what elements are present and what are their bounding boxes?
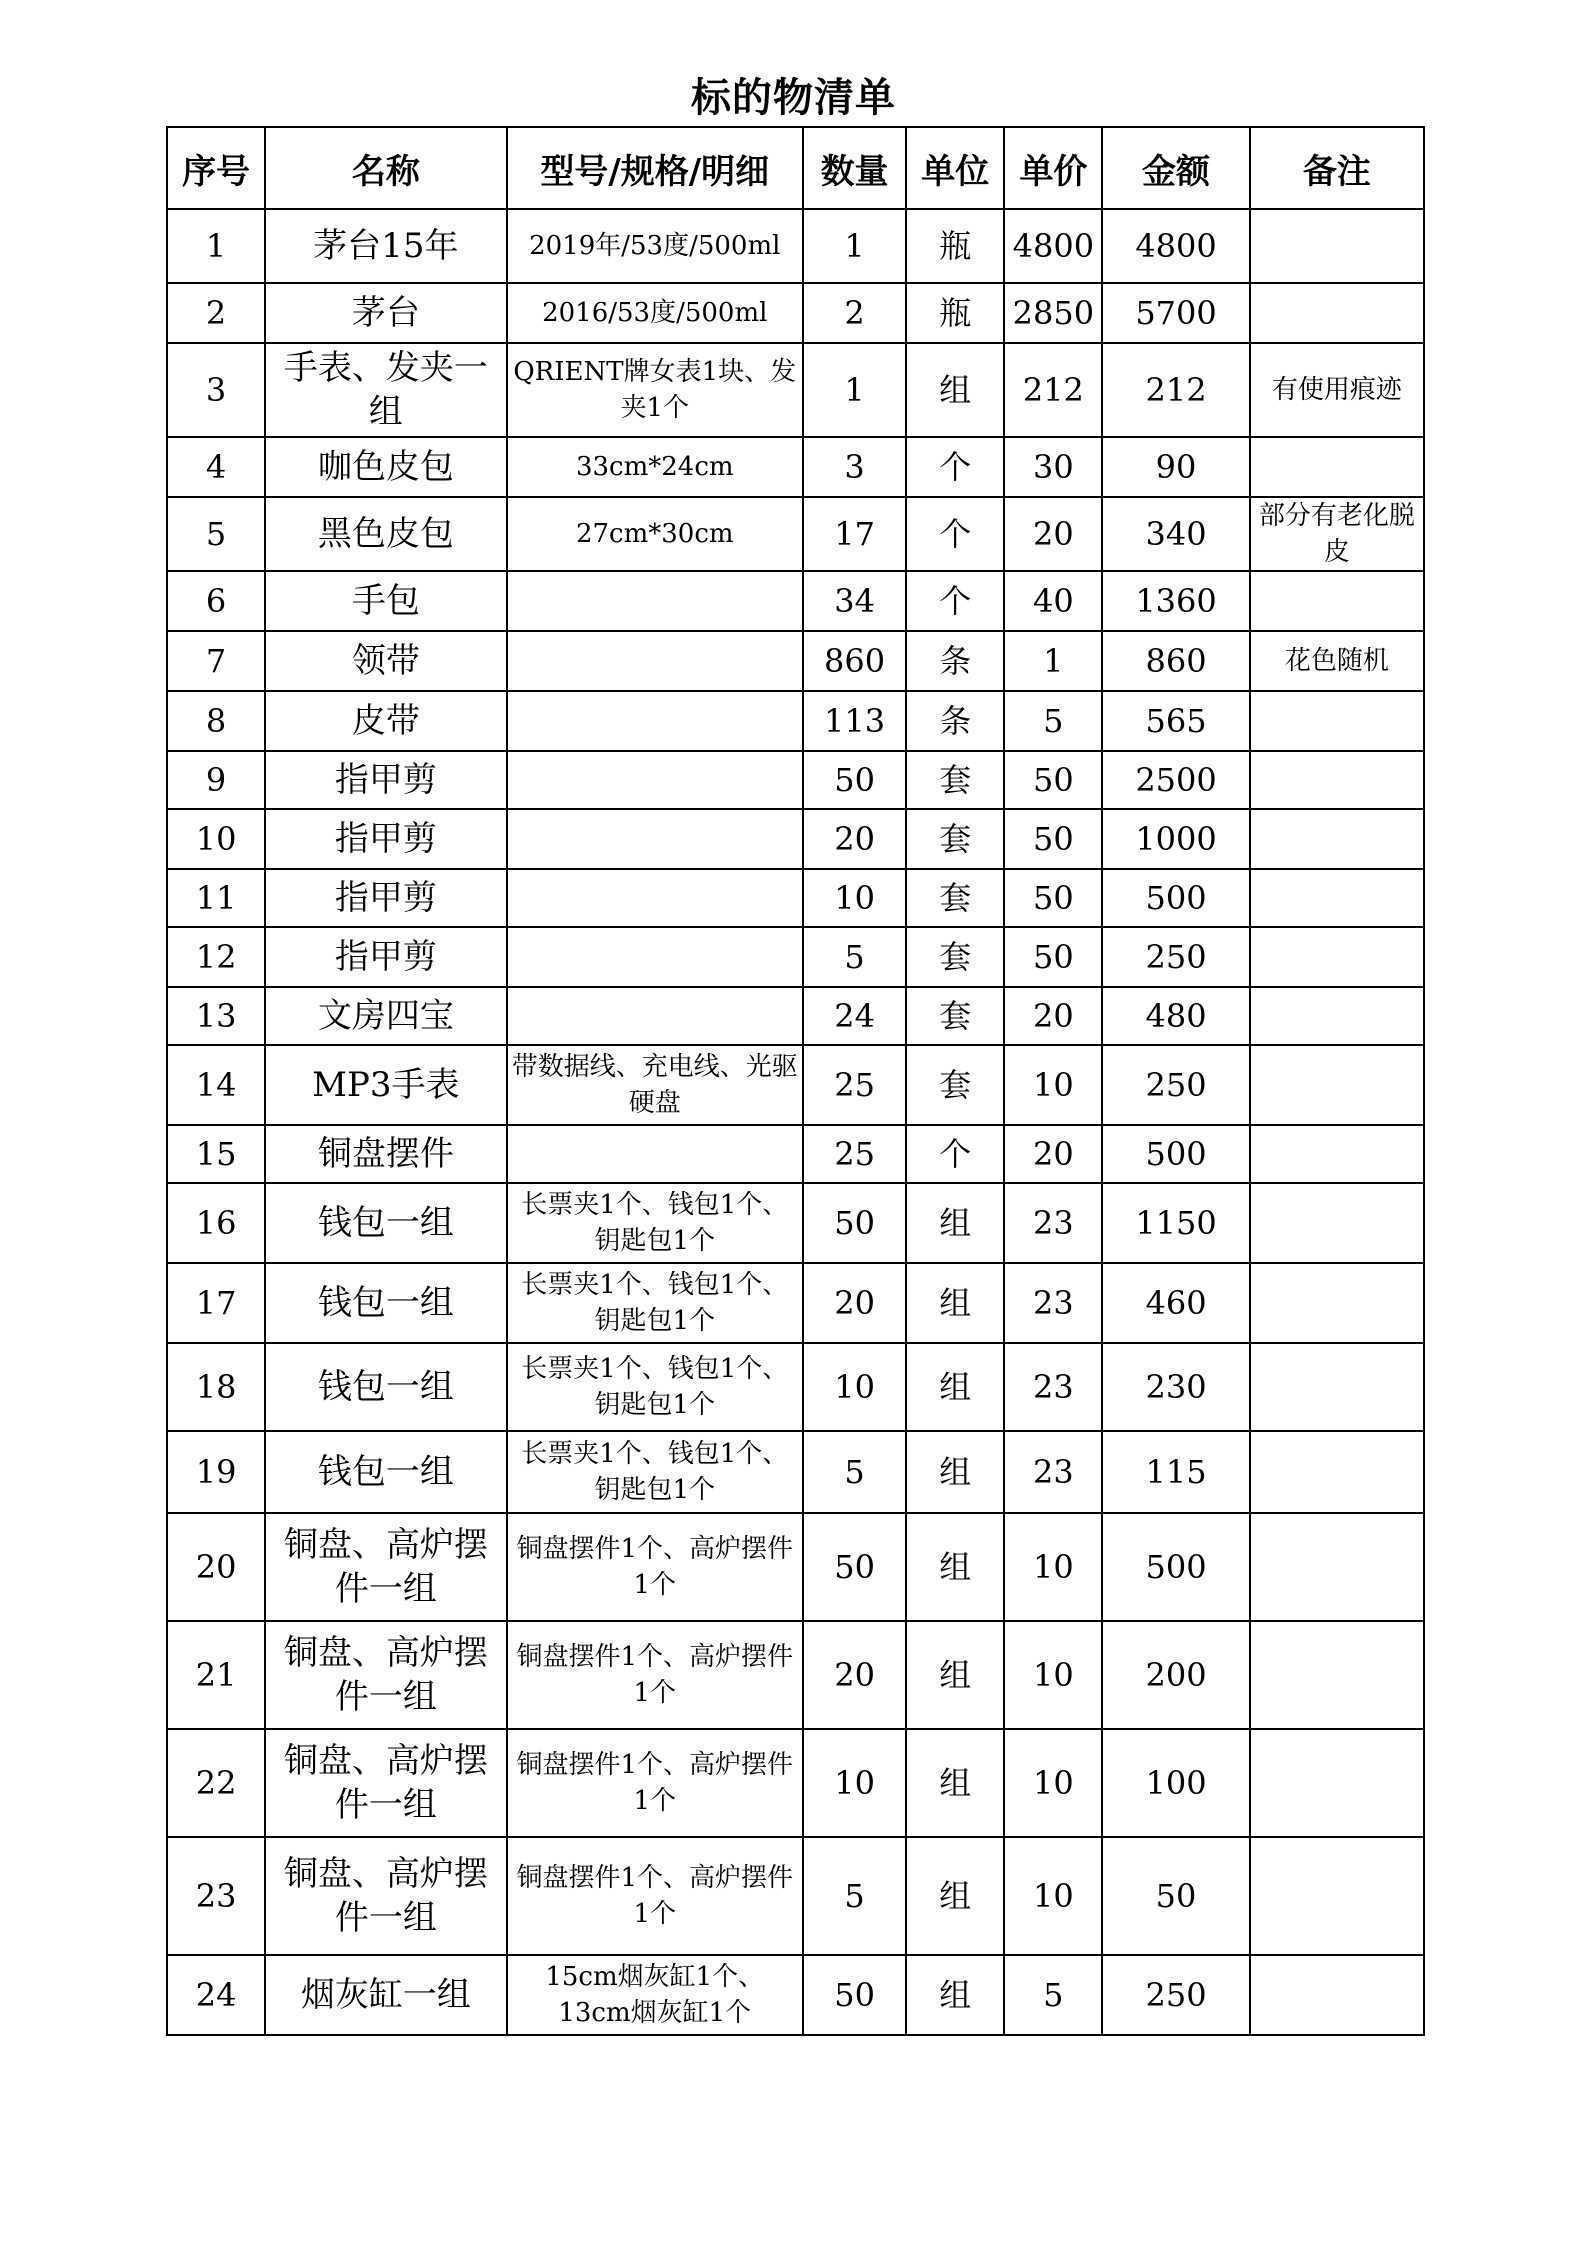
cell-note	[1250, 1263, 1424, 1343]
cell-amount: 565	[1102, 691, 1249, 751]
cell-price: 20	[1004, 1125, 1102, 1183]
cell-name: 铜盘、高炉摆件一组	[265, 1729, 506, 1837]
table-row	[167, 497, 1424, 571]
cell-note	[1250, 1183, 1424, 1263]
cell-spec: 15cm烟灰缸1个、13cm烟灰缸1个	[507, 1955, 803, 2035]
cell-unit: 组	[906, 343, 1004, 437]
cell-amount: 1000	[1102, 809, 1249, 869]
header-note: 备注	[1250, 127, 1424, 209]
cell-name: 烟灰缸一组	[265, 1955, 506, 2035]
cell-unit: 组	[906, 1513, 1004, 1621]
cell-unit: 条	[906, 631, 1004, 691]
cell-no: 10	[167, 809, 265, 869]
cell-price: 40	[1004, 571, 1102, 631]
cell-note	[1250, 691, 1424, 751]
cell-price: 5	[1004, 691, 1102, 751]
cell-price: 10	[1004, 1729, 1102, 1837]
header-name: 名称	[265, 127, 506, 209]
cell-unit: 套	[906, 987, 1004, 1045]
cell-qty: 10	[803, 1343, 906, 1431]
cell-name: 手包	[265, 571, 506, 631]
cell-no: 18	[167, 1343, 265, 1431]
cell-amount: 250	[1102, 927, 1249, 987]
cell-amount: 200	[1102, 1621, 1249, 1729]
cell-spec	[507, 631, 803, 691]
table-row	[167, 1183, 1424, 1263]
cell-spec: 2016/53度/500ml	[507, 283, 803, 343]
table-row	[167, 437, 1424, 497]
cell-spec	[507, 751, 803, 809]
cell-name: 指甲剪	[265, 869, 506, 927]
cell-qty: 17	[803, 497, 906, 571]
cell-spec	[507, 869, 803, 927]
cell-note	[1250, 1955, 1424, 2035]
cell-name: 指甲剪	[265, 809, 506, 869]
cell-spec	[507, 987, 803, 1045]
table-row	[167, 1621, 1424, 1729]
cell-note	[1250, 437, 1424, 497]
table-row	[167, 283, 1424, 343]
cell-note	[1250, 809, 1424, 869]
table-row	[167, 1513, 1424, 1621]
cell-unit: 个	[906, 1125, 1004, 1183]
cell-amount: 4800	[1102, 209, 1249, 283]
cell-amount: 115	[1102, 1431, 1249, 1513]
cell-price: 50	[1004, 751, 1102, 809]
cell-qty: 25	[803, 1045, 906, 1125]
cell-spec: 铜盘摆件1个、高炉摆件1个	[507, 1621, 803, 1729]
cell-amount: 2500	[1102, 751, 1249, 809]
cell-price: 1	[1004, 631, 1102, 691]
cell-qty: 50	[803, 1955, 906, 2035]
table-row	[167, 209, 1424, 283]
header-amount: 金额	[1102, 127, 1249, 209]
table-row	[167, 1837, 1424, 1955]
cell-unit: 组	[906, 1183, 1004, 1263]
header-price: 单价	[1004, 127, 1102, 209]
cell-amount: 480	[1102, 987, 1249, 1045]
cell-spec: 长票夹1个、钱包1个、钥匙包1个	[507, 1431, 803, 1513]
cell-no: 7	[167, 631, 265, 691]
cell-qty: 113	[803, 691, 906, 751]
cell-amount: 460	[1102, 1263, 1249, 1343]
table-row	[167, 1729, 1424, 1837]
cell-qty: 10	[803, 869, 906, 927]
cell-name: 铜盘、高炉摆件一组	[265, 1513, 506, 1621]
cell-price: 10	[1004, 1621, 1102, 1729]
cell-no: 15	[167, 1125, 265, 1183]
table-row	[167, 1125, 1424, 1183]
cell-spec: 长票夹1个、钱包1个、钥匙包1个	[507, 1343, 803, 1431]
cell-price: 50	[1004, 869, 1102, 927]
cell-price: 23	[1004, 1343, 1102, 1431]
cell-unit: 组	[906, 1263, 1004, 1343]
cell-spec	[507, 691, 803, 751]
cell-amount: 100	[1102, 1729, 1249, 1837]
cell-spec: 33cm*24cm	[507, 437, 803, 497]
cell-price: 23	[1004, 1183, 1102, 1263]
cell-unit: 组	[906, 1621, 1004, 1729]
cell-amount: 500	[1102, 869, 1249, 927]
cell-unit: 组	[906, 1955, 1004, 2035]
cell-no: 22	[167, 1729, 265, 1837]
cell-spec	[507, 809, 803, 869]
cell-note	[1250, 283, 1424, 343]
cell-qty: 10	[803, 1729, 906, 1837]
cell-note	[1250, 1729, 1424, 1837]
cell-name: 钱包一组	[265, 1263, 506, 1343]
cell-price: 50	[1004, 809, 1102, 869]
cell-unit: 瓶	[906, 283, 1004, 343]
cell-amount: 500	[1102, 1513, 1249, 1621]
cell-price: 30	[1004, 437, 1102, 497]
cell-name: 茅台	[265, 283, 506, 343]
cell-name: 手表、发夹一组	[265, 343, 506, 437]
cell-unit: 组	[906, 1343, 1004, 1431]
cell-no: 2	[167, 283, 265, 343]
cell-name: 领带	[265, 631, 506, 691]
cell-qty: 50	[803, 1513, 906, 1621]
cell-note	[1250, 1513, 1424, 1621]
cell-note	[1250, 1343, 1424, 1431]
cell-price: 10	[1004, 1837, 1102, 1955]
cell-name: 茅台15年	[265, 209, 506, 283]
cell-unit: 套	[906, 927, 1004, 987]
cell-no: 23	[167, 1837, 265, 1955]
cell-name: 咖色皮包	[265, 437, 506, 497]
table-row	[167, 631, 1424, 691]
table-header-row	[167, 127, 1424, 209]
cell-name: MP3手表	[265, 1045, 506, 1125]
cell-qty: 5	[803, 1837, 906, 1955]
cell-note	[1250, 869, 1424, 927]
cell-spec: 铜盘摆件1个、高炉摆件1个	[507, 1513, 803, 1621]
cell-amount: 860	[1102, 631, 1249, 691]
cell-unit: 组	[906, 1729, 1004, 1837]
cell-qty: 34	[803, 571, 906, 631]
table-row	[167, 691, 1424, 751]
cell-price: 10	[1004, 1045, 1102, 1125]
cell-amount: 250	[1102, 1955, 1249, 2035]
cell-amount: 340	[1102, 497, 1249, 571]
cell-qty: 1	[803, 343, 906, 437]
table-row	[167, 1955, 1424, 2035]
cell-qty: 20	[803, 809, 906, 869]
cell-qty: 50	[803, 1183, 906, 1263]
header-qty: 数量	[803, 127, 906, 209]
cell-qty: 3	[803, 437, 906, 497]
cell-amount: 50	[1102, 1837, 1249, 1955]
cell-unit: 组	[906, 1431, 1004, 1513]
cell-note: 花色随机	[1250, 631, 1424, 691]
cell-qty: 24	[803, 987, 906, 1045]
cell-name: 文房四宝	[265, 987, 506, 1045]
cell-note	[1250, 571, 1424, 631]
cell-price: 50	[1004, 927, 1102, 987]
cell-no: 17	[167, 1263, 265, 1343]
cell-qty: 20	[803, 1621, 906, 1729]
cell-name: 皮带	[265, 691, 506, 751]
cell-no: 12	[167, 927, 265, 987]
cell-spec: 铜盘摆件1个、高炉摆件1个	[507, 1837, 803, 1955]
cell-unit: 个	[906, 497, 1004, 571]
cell-no: 9	[167, 751, 265, 809]
cell-unit: 组	[906, 1837, 1004, 1955]
cell-unit: 个	[906, 571, 1004, 631]
cell-spec: 铜盘摆件1个、高炉摆件1个	[507, 1729, 803, 1837]
cell-note	[1250, 1837, 1424, 1955]
cell-amount: 500	[1102, 1125, 1249, 1183]
cell-amount: 5700	[1102, 283, 1249, 343]
item-table	[166, 126, 1425, 2036]
cell-spec	[507, 1125, 803, 1183]
cell-unit: 条	[906, 691, 1004, 751]
cell-unit: 个	[906, 437, 1004, 497]
cell-price: 4800	[1004, 209, 1102, 283]
cell-name: 钱包一组	[265, 1431, 506, 1513]
table-row	[167, 869, 1424, 927]
cell-no: 14	[167, 1045, 265, 1125]
cell-qty: 2	[803, 283, 906, 343]
cell-note	[1250, 1621, 1424, 1729]
cell-spec	[507, 927, 803, 987]
cell-unit: 套	[906, 751, 1004, 809]
page-title: 标的物清单	[691, 75, 896, 121]
cell-price: 10	[1004, 1513, 1102, 1621]
cell-name: 铜盘摆件	[265, 1125, 506, 1183]
cell-name: 铜盘、高炉摆件一组	[265, 1837, 506, 1955]
cell-name: 铜盘、高炉摆件一组	[265, 1621, 506, 1729]
table-row	[167, 1431, 1424, 1513]
table-row	[167, 927, 1424, 987]
cell-no: 24	[167, 1955, 265, 2035]
cell-spec: 27cm*30cm	[507, 497, 803, 571]
table-row	[167, 809, 1424, 869]
cell-qty: 860	[803, 631, 906, 691]
cell-price: 23	[1004, 1263, 1102, 1343]
header-unit: 单位	[906, 127, 1004, 209]
cell-no: 11	[167, 869, 265, 927]
cell-qty: 5	[803, 1431, 906, 1513]
table-row	[167, 1045, 1424, 1125]
cell-unit: 瓶	[906, 209, 1004, 283]
cell-no: 19	[167, 1431, 265, 1513]
cell-amount: 212	[1102, 343, 1249, 437]
cell-price: 2850	[1004, 283, 1102, 343]
cell-note	[1250, 927, 1424, 987]
header-spec: 型号/规格/明细	[507, 127, 803, 209]
cell-note	[1250, 1125, 1424, 1183]
cell-amount: 90	[1102, 437, 1249, 497]
cell-note: 有使用痕迹	[1250, 343, 1424, 437]
cell-no: 20	[167, 1513, 265, 1621]
header-no: 序号	[167, 127, 265, 209]
cell-no: 6	[167, 571, 265, 631]
table-row	[167, 1343, 1424, 1431]
cell-unit: 套	[906, 1045, 1004, 1125]
cell-no: 16	[167, 1183, 265, 1263]
cell-qty: 5	[803, 927, 906, 987]
cell-no: 3	[167, 343, 265, 437]
cell-unit: 套	[906, 809, 1004, 869]
cell-price: 23	[1004, 1431, 1102, 1513]
cell-note	[1250, 1045, 1424, 1125]
cell-price: 5	[1004, 1955, 1102, 2035]
cell-note	[1250, 751, 1424, 809]
cell-name: 黑色皮包	[265, 497, 506, 571]
table-row	[167, 571, 1424, 631]
cell-qty: 20	[803, 1263, 906, 1343]
table-row	[167, 751, 1424, 809]
table-row	[167, 1263, 1424, 1343]
cell-name: 钱包一组	[265, 1183, 506, 1263]
cell-note	[1250, 209, 1424, 283]
cell-note	[1250, 1431, 1424, 1513]
table-row	[167, 987, 1424, 1045]
cell-spec: 长票夹1个、钱包1个、钥匙包1个	[507, 1263, 803, 1343]
cell-qty: 25	[803, 1125, 906, 1183]
cell-qty: 1	[803, 209, 906, 283]
cell-name: 钱包一组	[265, 1343, 506, 1431]
cell-price: 20	[1004, 987, 1102, 1045]
cell-amount: 230	[1102, 1343, 1249, 1431]
cell-note: 部分有老化脱皮	[1250, 497, 1424, 571]
cell-amount: 1150	[1102, 1183, 1249, 1263]
cell-qty: 50	[803, 751, 906, 809]
cell-price: 212	[1004, 343, 1102, 437]
cell-no: 8	[167, 691, 265, 751]
cell-spec: 2019年/53度/500ml	[507, 209, 803, 283]
cell-spec: 带数据线、充电线、光驱硬盘	[507, 1045, 803, 1125]
cell-no: 13	[167, 987, 265, 1045]
cell-spec: QRIENT牌女表1块、发夹1个	[507, 343, 803, 437]
cell-no: 4	[167, 437, 265, 497]
cell-no: 5	[167, 497, 265, 571]
cell-name: 指甲剪	[265, 751, 506, 809]
cell-name: 指甲剪	[265, 927, 506, 987]
cell-amount: 1360	[1102, 571, 1249, 631]
table-row	[167, 343, 1424, 437]
cell-no: 1	[167, 209, 265, 283]
cell-spec: 长票夹1个、钱包1个、钥匙包1个	[507, 1183, 803, 1263]
cell-price: 20	[1004, 497, 1102, 571]
cell-amount: 250	[1102, 1045, 1249, 1125]
cell-note	[1250, 987, 1424, 1045]
cell-unit: 套	[906, 869, 1004, 927]
cell-no: 21	[167, 1621, 265, 1729]
cell-spec	[507, 571, 803, 631]
